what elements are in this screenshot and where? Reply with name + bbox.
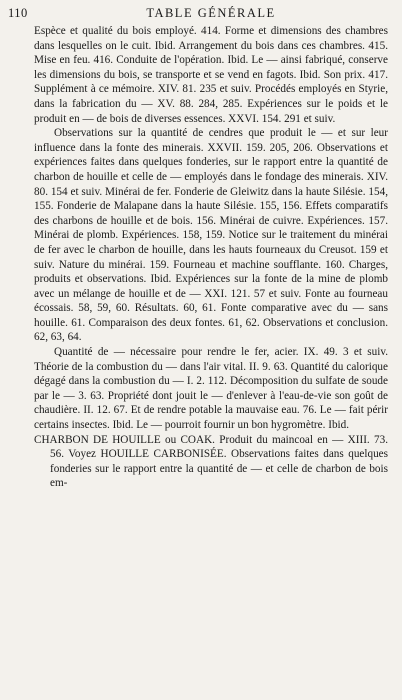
page-header: [8, 6, 388, 24]
index-entry-cendres-paragraph: Observations sur la quantité de cendres que produit le — et sur leur influence dans la fonte des minerais. XXVII. 159. 205, 206. Observations et expériences faites dans quelques fonderies, sur le rapport entre la quantité de charbon de houille et celle de — employés dans le fondage des minerais. XIV. 80. 154 et suiv. Minérai de fer. Fonderie de Gleiwitz dans la haute Silésie. 154, 155. Fonderie de Malapane dans la haute Silésie. 155, 156. Effets comparatifs des charbons de houille et de bois. 156. Minérai de cuivre. Expériences. 157. Minérai de plomb. Expériences. 158, 159. Notice sur le traitement du minérai de fer avec le charbon de houille, dans les hauts fourneaux du Creusot. 159 et suiv. Nature du minérai. 159. Fourneau et machine soufflante. 160. Charges, produits et observations. Ibid. Expériences sur la fonte de la mine de plomb avec un mélange de houille et de — XXI. 121. 57 et suiv. Fonte au fourneau écossais. 58, 59, 60. Résultats. 60, 61. Fonte comparative avec du — sans houille. 61. Comparaison des deux fontes. 61, 62. Observations et conclusion. 62, 63, 64.: [34, 127, 388, 344]
index-entry-charbon-de-houille: CHARBON DE HOUILLE ou COAK. Produit du maincoal en — XIII. 73. 56. Voyez HOUILLE CARBONISÉE. Observations faites dans quelques fonderies sur le rapport entre la quantité de — et celle de charbon de bois em-: [34, 433, 388, 490]
running-title: TABLE GÉNÉRALE: [146, 6, 276, 20]
index-entry-bois-paragraph: Espèce et qualité du bois employé. 414. Forme et dimensions des chambres dans lesquelles on le cuit. Ibid. Arrangement du bois dans ces chambres. 415. Mise en feu. 416. Conduite de l'opération. Ibid. Le — ainsi fabriqué, conserve les dimensions du bois, se transporte et se vend en fagots. Ibid. Son prix. 417. Supplément à ce mémoire. XIV. 81. 235 et suiv. Procédés employés en Styrie, dans la fabrication du — XV. 88. 284, 285. Expériences sur le poids et le produit en — de bois de diverses essences. XXVI. 154. 291 et suiv.: [34, 25, 388, 125]
index-entry-quantite-paragraph: Quantité de — nécessaire pour rendre le fer, acier. IX. 49. 3 et suiv. Théorie de la combustion du — dans l'air vital. II. 9. 63. Quantité du calorique dégagé dans la combustion du — I. 2. 112. Décomposition du sulfate de soude par le — 3. 63. Propriété dont jouit le — d'enlever à l'eau-de-vie son goût de chaudière. II. 12. 67. Et de rendre potable la mauvaise eau. 76. Le — fait périr certains insectes. Ibid. Le — pourroit fournir un bon hygromètre. Ibid.: [34, 346, 388, 432]
page-number: 110: [8, 6, 28, 20]
index-text: [34, 24, 388, 491]
